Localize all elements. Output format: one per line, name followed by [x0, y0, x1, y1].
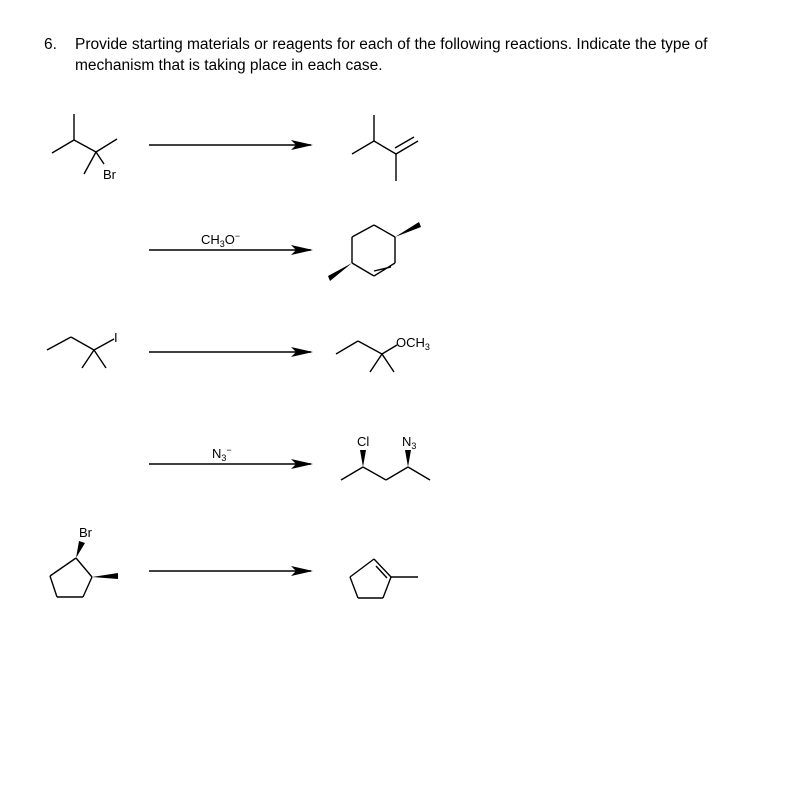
reaction-2-reagent: $CH_3O^-$ — [201, 231, 241, 249]
reaction-2 — [149, 222, 421, 281]
reaction-4-product-cl-label: Cl — [357, 434, 370, 449]
reaction-3-starting-material — [47, 337, 114, 368]
reaction-1 — [52, 114, 418, 182]
reaction-3-product-label: $OCH_3$ — [396, 335, 430, 352]
reaction-1-starting-material — [52, 114, 117, 174]
reaction-3-start-label: I — [114, 330, 118, 345]
reaction-3-product — [336, 341, 397, 372]
reaction-4-product-n3-label: $N_3$ — [402, 434, 417, 451]
reaction-5 — [50, 525, 418, 598]
reaction-1-start-label: Br — [103, 167, 116, 182]
reaction-5-product — [350, 559, 418, 598]
reaction-5-start-label: Br — [79, 525, 92, 540]
reaction-3 — [47, 330, 430, 372]
reaction-4 — [149, 434, 430, 480]
reaction-4-product — [341, 450, 430, 480]
reaction-4-reagent: $N_3^-$ — [212, 445, 232, 463]
reaction-1-product — [352, 115, 418, 181]
question-number: 6. — [44, 36, 57, 53]
reaction-5-starting-material — [50, 541, 118, 597]
question-text: Provide starting materials or reagents for each of the following reactions. Indicate the type of mechanism that is taking place in each case. — [75, 36, 708, 74]
reaction-2-product — [328, 222, 421, 281]
